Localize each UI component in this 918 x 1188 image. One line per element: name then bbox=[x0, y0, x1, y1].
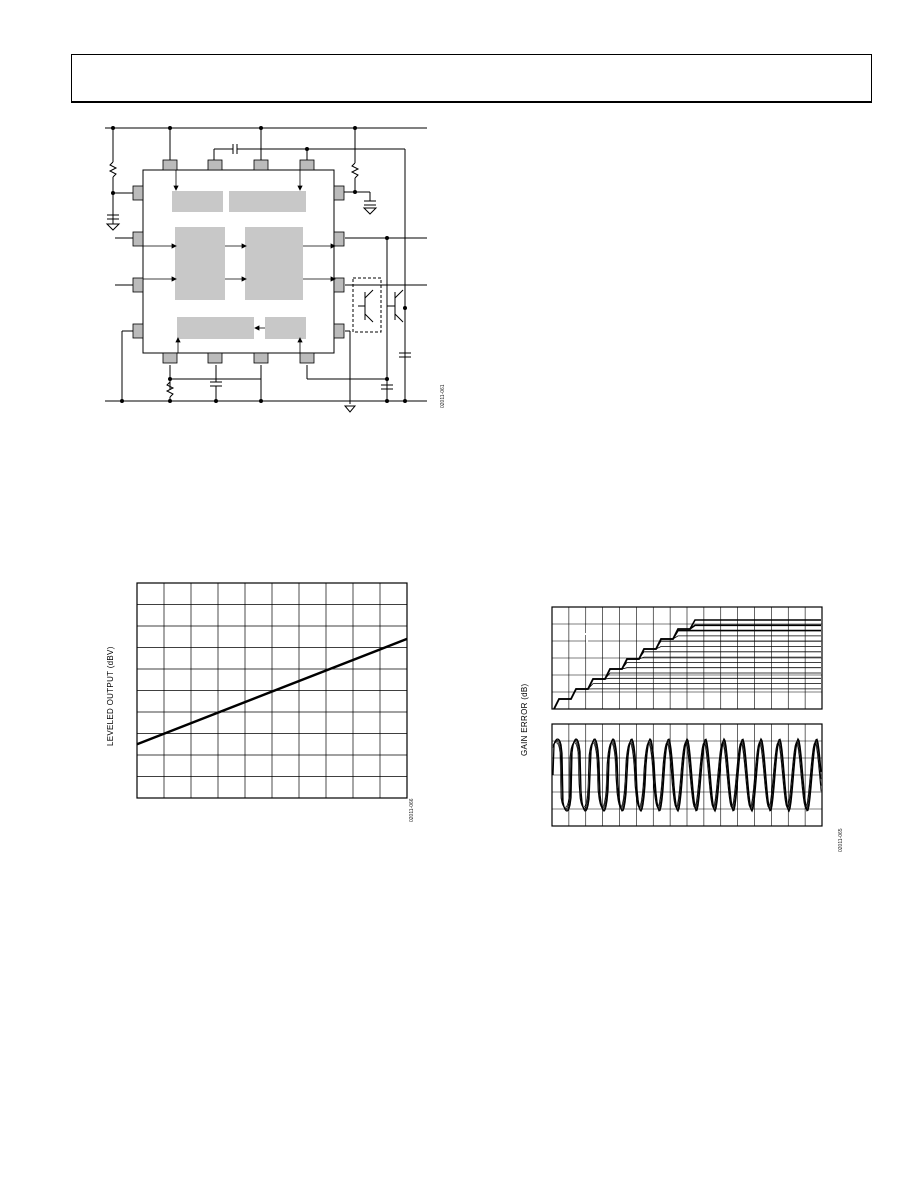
gain-error-chart bbox=[551, 606, 823, 828]
gain-error-upper-trace bbox=[554, 657, 821, 709]
application-schematic bbox=[95, 120, 440, 420]
gain-error-upper-trace bbox=[554, 631, 821, 709]
gain-error-upper-trace bbox=[554, 625, 821, 709]
gain-error-upper-trace bbox=[554, 684, 821, 709]
gain-error-upper-trace bbox=[554, 662, 821, 709]
leveled-output-chart bbox=[136, 582, 408, 800]
schematic-figure-code: 02011-061 bbox=[440, 384, 446, 408]
page-header-frame bbox=[71, 54, 872, 103]
gain-error-figure-code: 02011-065 bbox=[838, 828, 844, 852]
gain-error-upper-trace bbox=[554, 647, 821, 710]
leveled-output-figure-code: 02011-066 bbox=[409, 798, 415, 822]
gain-error-upper-trace bbox=[554, 652, 821, 709]
gain-error-upper-trace bbox=[554, 678, 821, 709]
gain-error-ylabel: GAIN ERROR (dB) bbox=[520, 683, 529, 756]
gain-error-upper-trace bbox=[554, 668, 821, 709]
leveled-output-ylabel: LEVELED OUTPUT (dBV) bbox=[106, 646, 115, 746]
